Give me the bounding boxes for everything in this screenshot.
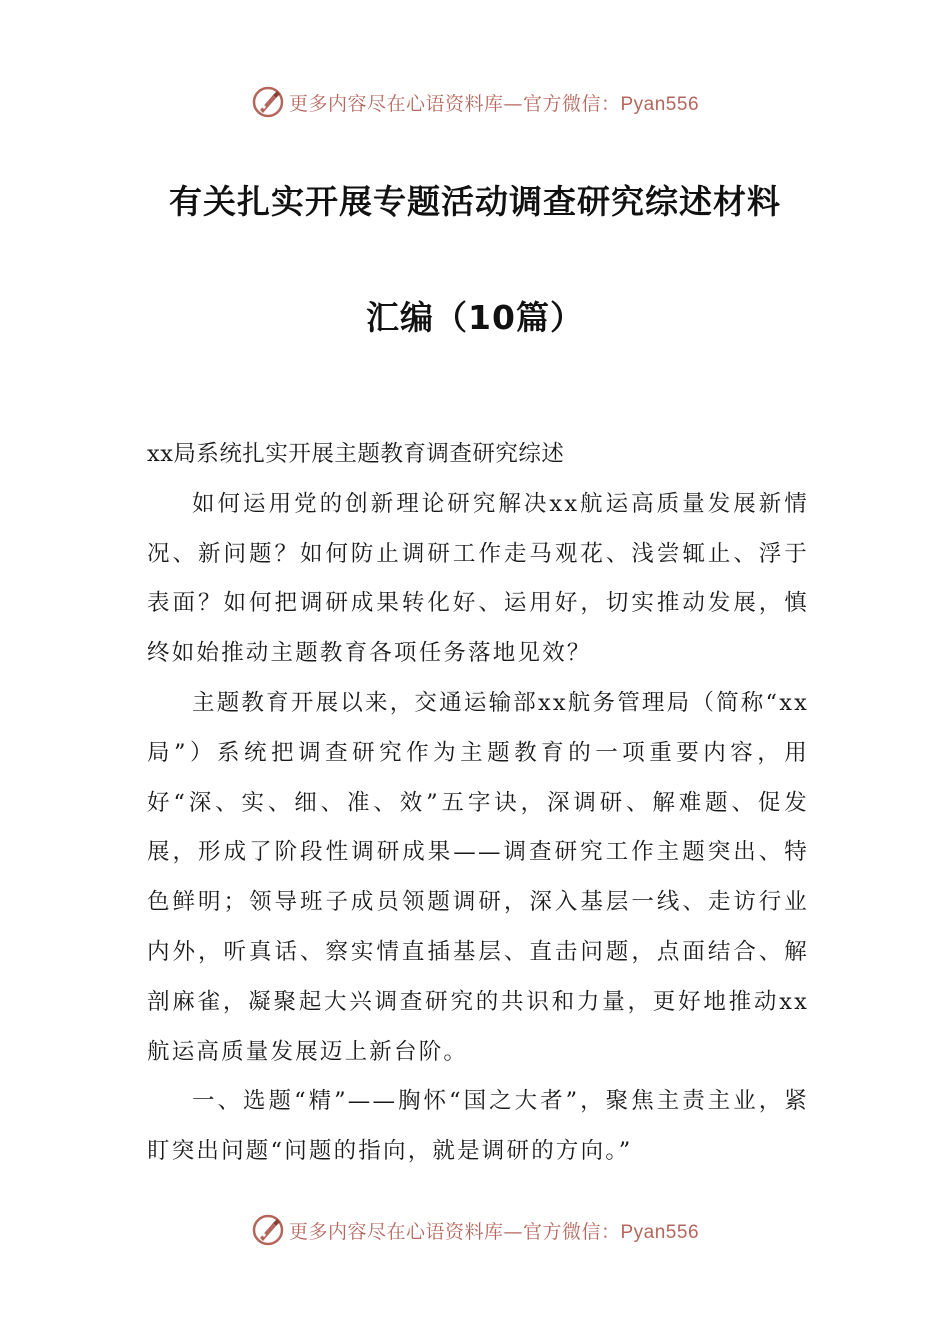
header-watermark xyxy=(0,82,950,122)
paragraph-2: 主题教育开展以来，交通运输部xx航务管理局（简称“xx局”）系统把调查研究作为主题教育的一项重要内容，用好“深、实、细、准、效”五字诀，深调研、解难题、促发展，形成了阶段性调研成果——调查研究工作主题突出、特色鲜明；领导班子成员领题调研，深入基层一线、走访行业内外，听真话、察实情直插基层、直击问题，点面结合、解剖麻雀，凝聚起大兴调查研究的共识和力量，更好地推动xx航运高质量发展迈上新台阶。 xyxy=(147,689,809,1065)
pen-logo-icon xyxy=(251,1213,285,1247)
watermark-text: 更多内容尽在心语资料库—官方微信：Pyan556 xyxy=(288,1220,700,1243)
watermark-text: 更多内容尽在心语资料库—官方微信：Pyan556 xyxy=(288,92,700,115)
pen-logo-icon xyxy=(251,85,285,119)
footer-watermark xyxy=(0,1210,950,1250)
document-title-line-1: 有关扎实开展专题活动调查研究综述材料 xyxy=(169,182,781,221)
paragraph-3: 一、选题“精”——胸怀“国之大者”，聚焦主责主业，紧盯突出问题“问题的指向，就是调研的方向。” xyxy=(147,1088,809,1165)
article-body xyxy=(147,430,809,1177)
article-subtitle: xx局系统扎实开展主题教育调查研究综述 xyxy=(147,441,565,467)
document-title-line-2: 汇编（10篇） xyxy=(366,298,584,337)
paragraph-1: 如何运用党的创新理论研究解决xx航运高质量发展新情况、新问题？如何防止调研工作走马观花、浅尝辄止、浮于表面？如何把调研成果转化好、运用好，切实推动发展，慎终如始推动主题教育各项任务落地见效？ xyxy=(147,490,809,667)
